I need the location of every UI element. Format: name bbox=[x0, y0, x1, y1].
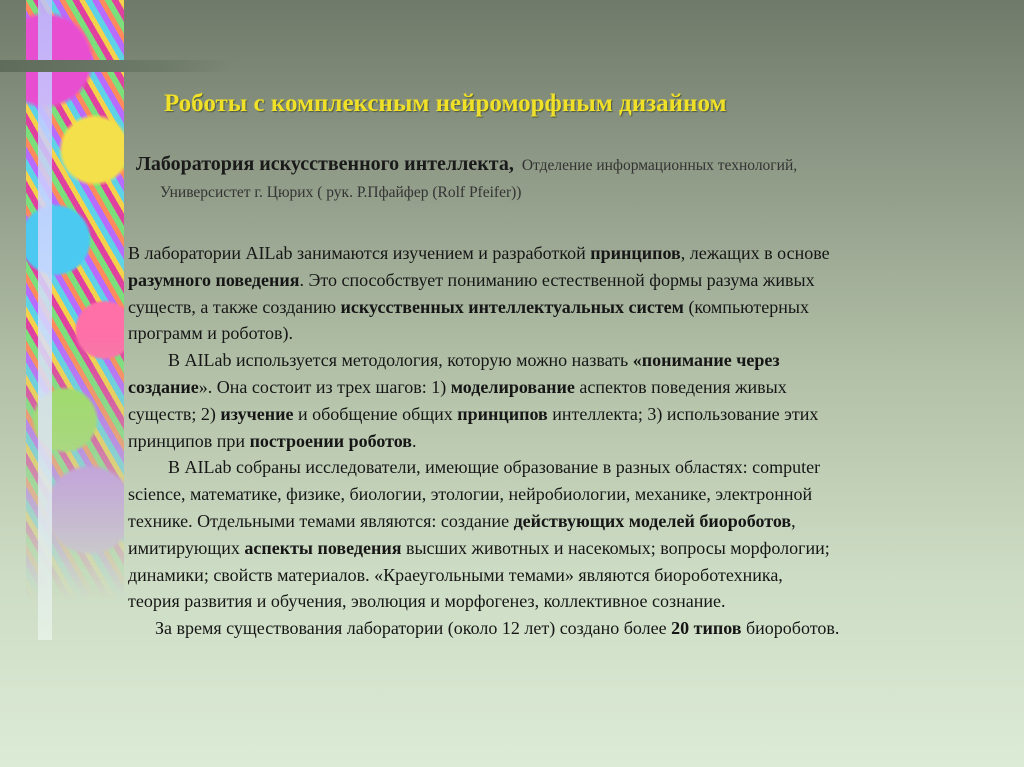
paragraph-3-line-2: science, математике, физике, биологии, этологии, нейробиологии, механике, электронной bbox=[128, 484, 813, 505]
paragraph-1-line-2: разумного поведения. Это способствует пониманию естественной формы разума живых bbox=[128, 269, 815, 290]
lab-department: Отделение информационных технологий, bbox=[521, 157, 798, 174]
paragraph-4-line-1: За время существования лаборатории (около 12 лет) создано более 20 типов биороботов. bbox=[155, 618, 840, 639]
paragraph-2-line-4: принципов при построении роботов. bbox=[128, 430, 417, 451]
paragraph-1-line-1: В лаборатории AILab занимаются изучением и разработкой принципов, лежащих в основе bbox=[128, 243, 830, 263]
decorative-horizontal-bar bbox=[0, 60, 235, 72]
paragraph-2-line-1: В AILab используется методология, которую можно назвать «понимание через bbox=[168, 350, 780, 371]
lab-heading bbox=[136, 153, 797, 176]
paragraph-2-line-3: существ; 2) изучение и обобщение общих принципов интеллекта; 3) использование этих bbox=[128, 403, 819, 424]
slide-body bbox=[128, 240, 1024, 642]
decorative-vertical-bar bbox=[38, 0, 52, 640]
lab-university: Универсистет г. Цюрих ( рук. Р.Пфайфер (Rolf Pfeifer)) bbox=[160, 184, 522, 201]
paragraph-3-line-4: имитирующих аспекты поведения высших животных и насекомых; вопросы морфологии; bbox=[128, 537, 830, 558]
paragraph-3-line-6: теория развития и обучения, эволюция и морфогенез, коллективное сознание. bbox=[128, 591, 726, 612]
paragraph-2-line-2: создание». Она состоит из трех шагов: 1) моделирование аспектов поведения живых bbox=[128, 376, 787, 397]
paragraph-3-line-1: В AILab собраны исследователи, имеющие образование в разных областях: computer bbox=[168, 457, 821, 478]
paragraph-3-line-3: технике. Отдельными темами являются: создание действующих моделей биороботов, bbox=[128, 510, 796, 531]
paragraph-3-line-5: динамики; свойств материалов. «Краеугольными темами» являются биороботехника, bbox=[128, 564, 783, 585]
lab-name: Лаборатория искусственного интеллекта, bbox=[136, 153, 514, 175]
slide-title: Роботы с комплексным нейроморфным дизайном bbox=[164, 90, 727, 117]
paragraph-1-line-4: программ и роботов). bbox=[128, 323, 293, 344]
paragraph-1-line-3: существ, а также созданию искусственных интеллектуальных систем (компьютерных bbox=[128, 296, 809, 317]
